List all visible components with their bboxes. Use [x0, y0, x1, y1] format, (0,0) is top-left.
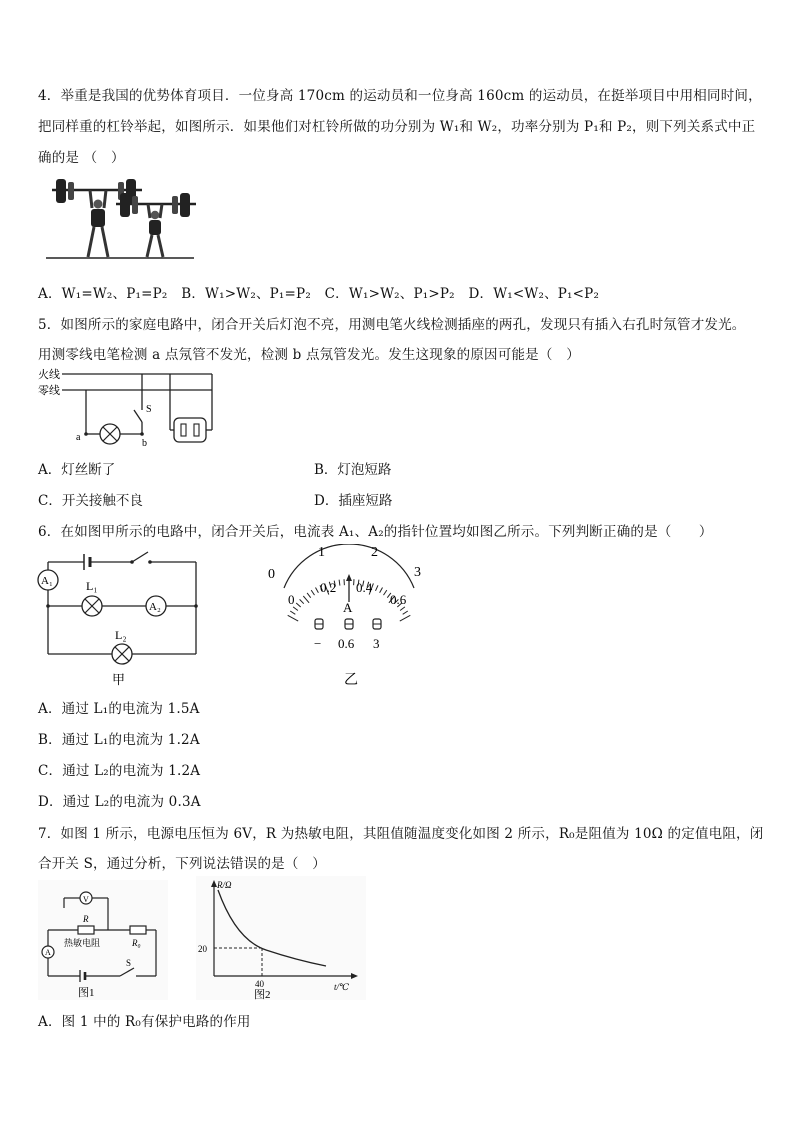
q6-option-c: C．通过 L₂的电流为 1.2A: [38, 763, 201, 779]
q6-option-d: D．通过 L₂的电流为 0.3A: [38, 794, 201, 810]
q6-stem-line1: 6．在如图甲所示的电路中，闭合开关后，电流表 A₁、A₂的指针位置均如图乙所示。下列判断正确的是（ ）: [38, 524, 713, 540]
bottom-scale-0: 0: [288, 592, 295, 607]
thermistor-icon: [78, 926, 94, 934]
dial-tick: [293, 607, 298, 611]
figure-yi-caption: 乙: [344, 673, 358, 688]
terminal-icons: [315, 619, 381, 629]
q6-option-b: B．通过 L₁的电流为 1.2A: [38, 732, 200, 748]
top-scale-3: 3: [414, 565, 421, 580]
switch-icon: [134, 410, 142, 422]
household-circuit-figure: [36, 366, 216, 450]
dial-tick: [403, 611, 408, 614]
q5-option-a: A．灯丝断了: [38, 462, 116, 478]
thermistor-r-label: R: [83, 914, 89, 924]
dial-tick: [300, 599, 304, 603]
q7-stem-line1: 7．如图 1 所示，电源电压恒为 6V，R 为热敏电阻，其阻值随温度变化如图 2 所示，R₀是阻值为 10Ω 的定值电阻，闭: [38, 826, 764, 842]
dial-tick: [380, 588, 383, 593]
lamp-l2-label: L₂: [115, 628, 127, 642]
ammeter-a1-label: A₁: [41, 575, 53, 587]
top-scale-2: 2: [371, 545, 378, 560]
terminal-minus: −: [314, 636, 322, 651]
dial-tick: [384, 590, 387, 595]
dial-tick: [400, 607, 405, 611]
lamp-l1-label: L₁: [86, 579, 98, 593]
terminal-3: 3: [373, 636, 380, 651]
dial-tick: [311, 590, 314, 595]
dial-unit-label: A: [343, 600, 353, 615]
figure-jia-caption: 甲: [112, 672, 126, 687]
switch-label: S: [146, 404, 152, 415]
terminal-0-6: 0.6: [338, 636, 355, 651]
figure-2-caption: 图2: [254, 989, 271, 1000]
q5-option-c: C．开关接触不良: [38, 493, 143, 509]
q4-stem-line2: 把同样重的杠铃举起，如图所示．如果他们对杠铃所做的功分别为 W₁和 W₂，功率分别为 P₁和 P₂，则下列关系式中正: [38, 119, 756, 135]
bottom-scale-1: 0.2: [320, 580, 337, 595]
dial-tick: [316, 588, 319, 593]
voltmeter-label: V: [83, 895, 89, 904]
parallel-circuit-figure: [36, 544, 206, 690]
q5-stem-line2: 用测零线电笔检测 a 点氖管不发光，检测 b 点氖管发光。发生这现象的原因可能是（ ）: [38, 347, 580, 363]
dial-tick: [339, 580, 340, 586]
top-scale-1: 1: [318, 545, 325, 560]
dial-tick: [288, 615, 299, 621]
dial-tick: [296, 603, 301, 607]
q5-stem-line1: 5．如图所示的家庭电路中，闭合开关后灯泡不亮，用测电笔火线检测插座的两孔，发现只有插入右孔时氖管才发光。: [38, 317, 746, 333]
r0-label: R₀: [132, 938, 141, 948]
q4-options: A．W₁=W₂、P₁=P₂ B．W₁>W₂、P₁=P₂ C．W₁>W₂、P₁>P₂ D．W₁<W₂、P₁<P₂: [38, 286, 600, 302]
y-axis-label: R/Ω: [217, 880, 232, 890]
dial-tick: [307, 593, 311, 598]
live-wire-label: 火线: [38, 369, 60, 381]
q4-stem-line1: 4．举重是我国的优势体育项目．一位身高 170cm 的运动员和一位身高 160cm 的运动员，在挺举项目中用相同时间，: [38, 88, 762, 104]
q5-option-b: B．灯泡短路: [314, 462, 392, 478]
resistance-temperature-graph: [196, 876, 366, 1000]
bottom-scale-2: 0.4: [356, 580, 373, 595]
thermistor-label: 热敏电阻: [64, 938, 101, 948]
y-tick-20: 20: [198, 944, 207, 954]
x-tick-40: 40: [255, 979, 264, 989]
q4-stem-line3: 确的是 （ ）: [38, 150, 125, 166]
figure-1-caption: 图1: [78, 987, 95, 999]
x-axis-label: t/℃: [334, 982, 350, 992]
weightlifters-figure: [44, 174, 196, 264]
point-a-label: a: [76, 432, 81, 443]
dial-tick: [303, 596, 309, 603]
q6-option-a: A．通过 L₁的电流为 1.5A: [38, 701, 200, 717]
bottom-scale-3: 0.6: [390, 592, 407, 607]
switch-icon: [132, 552, 148, 562]
socket-icon: [174, 418, 206, 442]
point-b-label: b: [142, 438, 147, 449]
q7-stem-line2: 合开关 S，通过分析，下列说法错误的是（ ）: [38, 856, 326, 872]
dial-tick: [376, 585, 379, 591]
ammeter-dial-figure: [266, 544, 436, 690]
neutral-wire-label: 零线: [38, 385, 60, 397]
top-scale-0: 0: [268, 567, 275, 582]
ammeter-a2-label: A₂: [149, 601, 161, 613]
dial-tick: [290, 611, 295, 614]
ammeter-label: A: [45, 948, 51, 957]
thermistor-circuit-figure: [38, 880, 168, 1000]
q7-option-a: A．图 1 中的 R₀有保护电路的作用: [38, 1014, 251, 1030]
resistor-r0-icon: [130, 926, 146, 934]
switch-label: S: [126, 958, 132, 968]
q5-option-d: D．插座短路: [314, 493, 393, 509]
dial-tick: [400, 615, 411, 621]
